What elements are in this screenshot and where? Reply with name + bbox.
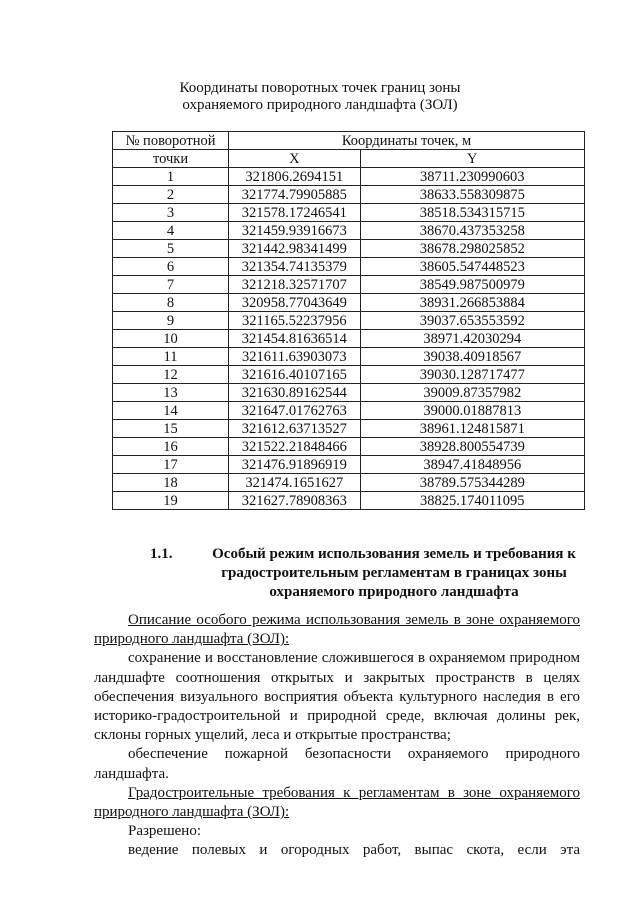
table-row [113, 438, 585, 456]
table-row [113, 186, 585, 204]
cell-y: 38670.437353258 [360, 222, 584, 240]
cell-point-number: 6 [113, 258, 229, 276]
table-row [113, 240, 585, 258]
cell-x: 321476.91896919 [229, 456, 360, 474]
table-row [113, 384, 585, 402]
cell-point-number: 7 [113, 276, 229, 294]
cell-x: 321442.98341499 [229, 240, 360, 258]
cell-x: 321627.78908363 [229, 492, 360, 510]
cell-x: 321522.21848466 [229, 438, 360, 456]
cell-y: 38711.230990603 [360, 168, 584, 186]
table-row [113, 456, 585, 474]
table-row [113, 312, 585, 330]
cell-x: 321165.52237956 [229, 312, 360, 330]
cell-point-number: 3 [113, 204, 229, 222]
table-row [113, 474, 585, 492]
cell-y: 39009.87357982 [360, 384, 584, 402]
cell-y: 38549.987500979 [360, 276, 584, 294]
table-row [113, 366, 585, 384]
cell-point-number: 9 [113, 312, 229, 330]
paragraph-regime-description: Описание особого режима использования земель в зоне охраняемого природного ландшафта (ЗОЛ): [94, 612, 580, 648]
cell-x: 321616.40107165 [229, 366, 360, 384]
heading-line-3: охраняемого природного ландшафта [269, 584, 519, 600]
cell-point-number: 17 [113, 456, 229, 474]
cell-y: 38961.124815871 [360, 420, 584, 438]
cell-y: 38928.800554739 [360, 438, 584, 456]
cell-y: 38947.41848956 [360, 456, 584, 474]
cell-y: 38971.42030294 [360, 330, 584, 348]
cell-point-number: 2 [113, 186, 229, 204]
section-body [94, 611, 580, 861]
cell-point-number: 8 [113, 294, 229, 312]
cell-x: 321578.17246541 [229, 204, 360, 222]
table-row [113, 204, 585, 222]
header-x: X [229, 150, 360, 168]
cell-x: 321218.32571707 [229, 276, 360, 294]
cell-x: 321454.81636514 [229, 330, 360, 348]
cell-x: 320958.77043649 [229, 294, 360, 312]
coordinates-table [112, 131, 585, 510]
cell-y: 38825.174011095 [360, 492, 584, 510]
table-row [113, 348, 585, 366]
title-line-1: Координаты поворотных точек границ зоны [179, 80, 461, 96]
cell-y: 38678.298025852 [360, 240, 584, 258]
header-coordinates: Координаты точек, м [229, 132, 585, 150]
cell-x: 321806.2694151 [229, 168, 360, 186]
cell-y: 39038.40918567 [360, 348, 584, 366]
cell-x: 321647.01762763 [229, 402, 360, 420]
cell-point-number: 12 [113, 366, 229, 384]
paragraph-fire-safety: обеспечение пожарной безопасности охраняемого природного ландшафта. [94, 746, 580, 782]
table-row [113, 402, 585, 420]
cell-point-number: 1 [113, 168, 229, 186]
cell-point-number: 13 [113, 384, 229, 402]
table-row [113, 294, 585, 312]
cell-x: 321774.79905885 [229, 186, 360, 204]
section-number: 1.1. [150, 546, 173, 562]
cell-x: 321459.93916673 [229, 222, 360, 240]
coordinates-table-body [113, 168, 585, 510]
cell-x: 321611.63903073 [229, 348, 360, 366]
heading-line-1: Особый режим использования земель и требования к [212, 546, 576, 562]
header-point-number-line1: № поворотной [113, 132, 229, 150]
cell-y: 39037.653553592 [360, 312, 584, 330]
heading-line-2: градостроительным регламентам в границах зоны [221, 565, 567, 581]
cell-point-number: 11 [113, 348, 229, 366]
cell-y: 38633.558309875 [360, 186, 584, 204]
cell-y: 39030.128717477 [360, 366, 584, 384]
cell-point-number: 4 [113, 222, 229, 240]
document-title [0, 80, 640, 114]
cell-point-number: 15 [113, 420, 229, 438]
cell-y: 38518.534315715 [360, 204, 584, 222]
cell-point-number: 10 [113, 330, 229, 348]
header-y: Y [360, 150, 584, 168]
cell-point-number: 14 [113, 402, 229, 420]
cell-y: 39000.01887813 [360, 402, 584, 420]
cell-x: 321612.63713527 [229, 420, 360, 438]
paragraph-field-works: ведение полевых и огородных работ, выпас скота, если эта [128, 842, 580, 859]
cell-x: 321474.1651627 [229, 474, 360, 492]
table-row [113, 276, 585, 294]
cell-y: 38605.547448523 [360, 258, 584, 276]
header-point-number-line2: точки [113, 150, 229, 168]
cell-x: 321354.74135379 [229, 258, 360, 276]
cell-y: 38931.266853884 [360, 294, 584, 312]
paragraph-allowed: Разрешено: [128, 823, 201, 840]
cell-y: 38789.575344289 [360, 474, 584, 492]
cell-point-number: 19 [113, 492, 229, 510]
cell-point-number: 5 [113, 240, 229, 258]
section-heading [150, 545, 590, 602]
paragraph-urban-requirements: Градостроительные требования к регламентам в зоне охраняемого природного ландшафта (ЗОЛ): [94, 784, 580, 821]
table-row [113, 258, 585, 276]
cell-point-number: 16 [113, 438, 229, 456]
table-row [113, 492, 585, 510]
table-row [113, 168, 585, 186]
paragraph-preservation: сохранение и восстановление сложившегося в охраняемом природном ландшафте соотношения открытых и закрытых пространств в целях обеспечения визуального восприятия объекта культурного наследия в его историко-градостроительной и природной среде, включая долины рек, склоны горных ущелий, леса и открытые пространства; [94, 650, 580, 744]
table-row [113, 420, 585, 438]
table-row [113, 222, 585, 240]
cell-point-number: 18 [113, 474, 229, 492]
table-row [113, 330, 585, 348]
cell-x: 321630.89162544 [229, 384, 360, 402]
title-line-2: охраняемого природного ландшафта (ЗОЛ) [182, 97, 458, 113]
